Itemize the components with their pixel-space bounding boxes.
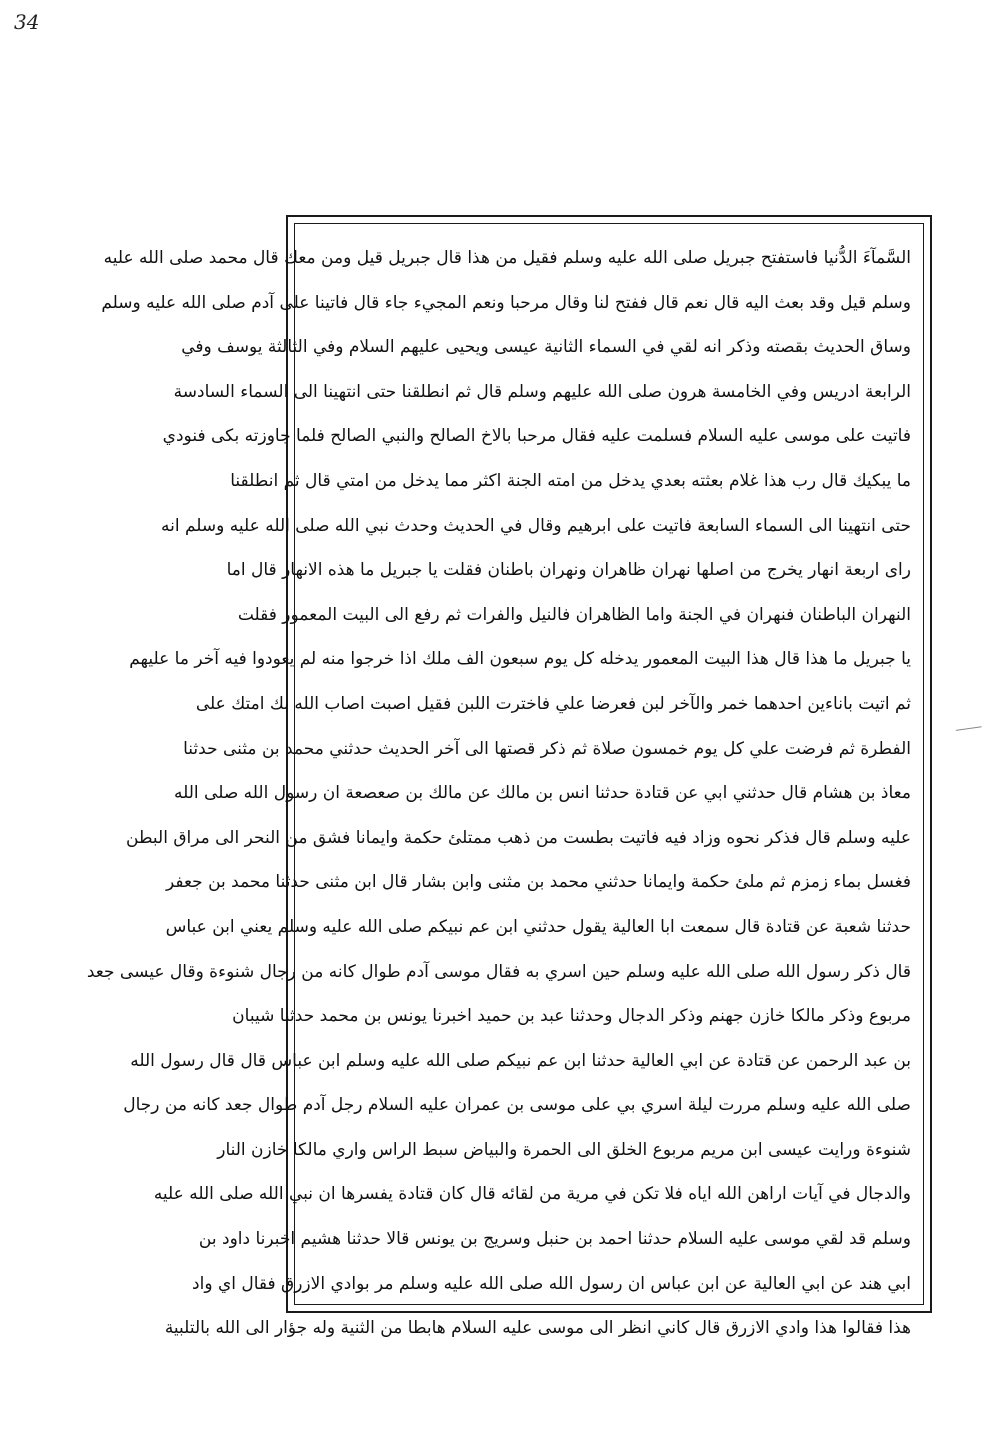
manuscript-line: قال ذكر رسول الله صلى الله عليه وسلم حين اسري به فقال موسى آدم طوال كانه من رجال شنوءة وقال عيسى جعد [86,961,911,982]
manuscript-line: فغسل بماء زمزم ثم ملئ حكمة وايمانا حدثني محمد بن مثنى وابن بشار قال ابن مثنى حدثنا محمد بن جعفر [165,872,911,893]
manuscript-line: ابي هند عن ابي العالية عن ابن عباس ان رسول الله صلى الله عليه وسلم مر بوادي الازرق فقال اي واد [192,1273,911,1294]
manuscript-line: السَّمآءَ الدُّنيا فاستفتح جبريل صلى الله عليه وسلم فقيل من هذا قال جبريل قيل ومن معك قال محمد صلى الله عليه [103,248,911,268]
manuscript-line: بن عبد الرحمن عن قتادة عن ابي العالية حدثنا ابن عم نبيكم صلى الله عليه وسلم ابن عباس قال قال رسول الله [130,1050,911,1071]
manuscript-line: معاذ بن هشام قال حدثني ابي عن قتادة حدثنا انس بن مالك عن مالك بن صعصعة ان رسول الله صلى الله [173,783,911,804]
manuscript-text-block [86,236,911,1339]
manuscript-line: وساق الحديث بقصته وذكر انه لقي في السماء الثانية عيسى ويحيى عليهم السلام وفي الثالثة يوسف وفي [181,337,911,358]
manuscript-line: ثم اتيت باناءين احدهما خمر والآخر لبن فعرضا علي فاخترت اللبن فقيل اصبت اصاب الله بك امتك على [195,693,911,714]
manuscript-inner-border [86,223,924,1339]
manuscript-line: شنوءة ورايت عيسى ابن مريم مربوع الخلق الى الحمرة والبياض سبط الراس واري مالكا خازن النار [217,1139,911,1160]
manuscript-line: مربوع وذكر مالكا خازن جهنم وذكر الدجال وحدثنا عبد بن حميد اخبرنا يونس بن محمد حدثنا شيبان [232,1006,911,1027]
page-number: 34 [14,10,40,34]
manuscript-line: ما يبكيك قال رب هذا غلام بعثته بعدي يدخل من امته الجنة اكثر مما يدخل من امتي قال ثم انطلقنا [230,470,911,491]
manuscript-line: حدثنا شعبة عن قتادة قال سمعت ابا العالية يقول حدثني ابن عم نبيكم صلى الله عليه وسلم يعني ابن عباس [165,916,911,937]
manuscript-frame [86,215,932,1339]
manuscript-line: حتى انتهينا الى السماء السابعة فاتيت على ابرهيم وقال في الحديث وحدث نبي الله صلى الله عليه وسلم انه [161,515,911,536]
manuscript-line: الفطرة ثم فرضت علي كل يوم خمسون صلاة ثم ذكر قصتها الى آخر الحديث حدثني محمد بن مثنى حدثنا [183,738,911,759]
manuscript-line: الرابعة ادريس وفي الخامسة هرون صلى الله عليهم وسلم قال ثم انطلقنا حتى انتهينا الى السماء السادسة [173,381,911,402]
margin-pen-mark [956,726,982,735]
manuscript-line: راى اربعة انهار يخرج من اصلها نهران ظاهران ونهران باطنان فقلت يا جبريل ما هذه الانهار قال اما [226,560,911,581]
manuscript-line: يا جبريل ما هذا قال هذا البيت المعمور يدخله كل يوم سبعون الف ملك اذا خرجوا منه لم يعودوا فيه آخر ما عليهم [129,649,911,670]
manuscript-line: وسلم قيل وقد بعث اليه قال نعم قال ففتح لنا وقال مرحبا ونعم المجيء جاء قال فاتينا على آدم صلى الله عليه وسلم [101,292,911,313]
manuscript-line: والدجال في آيات اراهن الله اياه فلا تكن في مرية من لقائه قال كان قتادة يفسرها ان نبي الله صلى الله عليه [153,1184,911,1205]
manuscript-line: وسلم قد لقي موسى عليه السلام حدثنا احمد بن حنبل وسريج بن يونس قالا حدثنا هشيم اخبرنا داود بن [198,1229,911,1250]
manuscript-line: النهران الباطنان فنهران في الجنة واما الظاهران فالنيل والفرات ثم رفع الى البيت المعمور فقلت [237,604,911,625]
manuscript-line: هذا فقالوا هذا وادي الازرق قال كاني انظر الى موسى عليه السلام هابطا من الثنية وله جؤار الى الله بالتلبية [164,1318,911,1339]
manuscript-line: فاتيت على موسى عليه السلام فسلمت عليه فقال مرحبا بالاخ الصالح والنبي الصالح فلما جاوزته بكى فنودي [162,426,911,447]
manuscript-line: صلى الله عليه وسلم مررت ليلة اسري بي على موسى بن عمران عليه السلام رجل آدم طوال جعد كانه من رجال [123,1095,911,1116]
manuscript-line: عليه وسلم قال فذكر نحوه وزاد فيه فاتيت بطست من ذهب ممتلئ حكمة وايمانا فشق من النحر الى مراق البطن [126,827,911,848]
